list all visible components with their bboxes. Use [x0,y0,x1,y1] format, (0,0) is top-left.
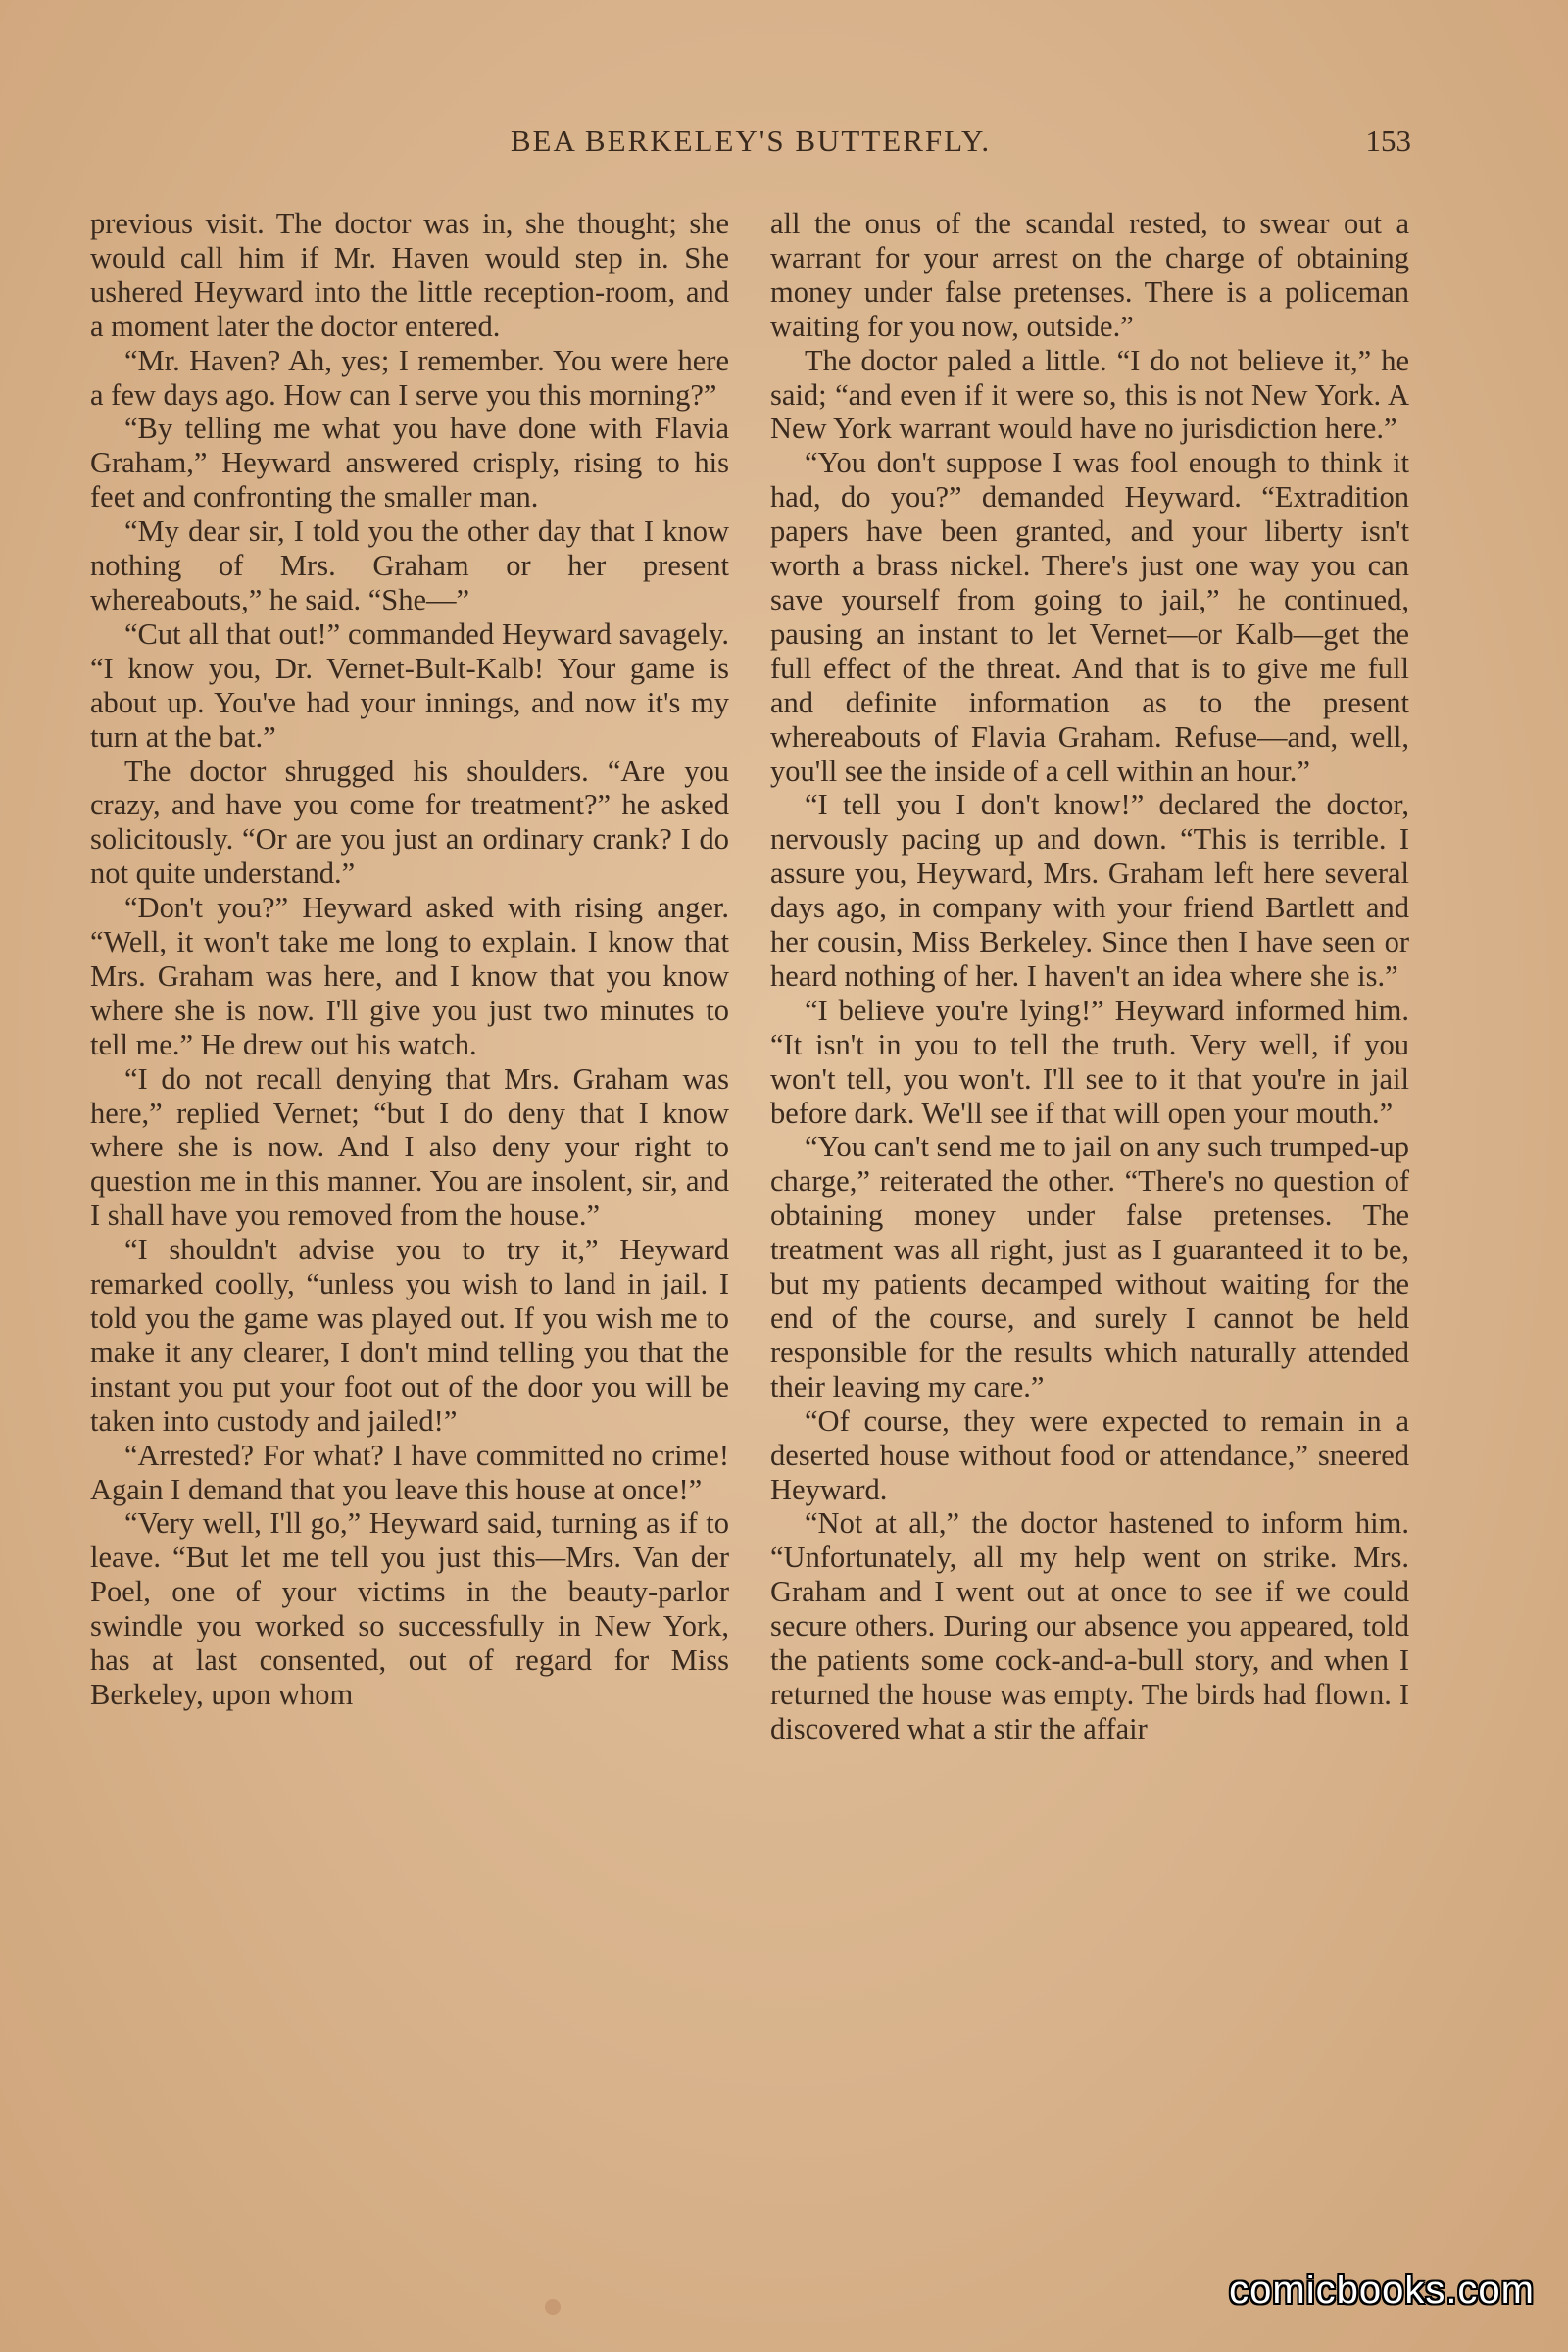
paragraph: “I tell you I don't know!” declared the doctor, nervously pacing up and down. “This is terrible. I assure you, Heyward, Mrs. Graham left here several days ago, in company with your friend Bartlett and her cousin, Miss Berkeley. Since then I have seen or heard nothing of her. I haven't an idea where she is.” [770,788,1409,993]
page-header [90,123,1411,172]
paragraph: “Of course, they were expected to remain in a deserted house without food or attendance,” sneered Heyward. [770,1403,1409,1506]
paragraph: “Cut all that out!” commanded Heyward savagely. “I know you, Dr. Vernet-Bult-Kalb! Your game is about up. You've had your innings, and now it's my turn at the bat.” [90,616,729,754]
paragraph: The doctor paled a little. “I do not believe it,” he said; “and even if it were so, this is not New York. A New York warrant would have no jurisdiction here.” [770,343,1409,446]
paragraph: “Not at all,” the doctor hastened to inform him. “Unfortunately, all my help went on strike. Mrs. Graham and I went out at once to see if we could secure others. During our absence you appeared, told the patients some cock-and-a-bull story, and when I returned the house was empty. The birds had flown. I discovered what a stir the affair [770,1506,1409,1745]
paragraph: all the onus of the scandal rested, to swear out a warrant for your arrest on the charge of obtaining money under false pretenses. There is a policeman waiting for you now, outside.” [770,207,1409,343]
paragraph: “Don't you?” Heyward asked with rising anger. “Well, it won't take me long to explain. I know that Mrs. Graham was here, and I know that you know where she is now. I'll give you just two minutes to tell me.” He drew out his watch. [90,891,729,1061]
left-column [90,207,729,1712]
paragraph: “You don't suppose I was fool enough to think it had, do you?” demanded Heyward. “Extradition papers have been granted, and your liberty isn't worth a brass nickel. There's just one way you can save yourself from going to jail,” he continued, pausing an instant to let Vernet—or Kalb—get the full effect of the threat. And that is to give me full and definite information as to the present whereabouts of Flavia Graham. Refuse—and, well, you'll see the inside of a cell within an hour.” [770,446,1409,788]
paragraph: “Very well, I'll go,” Heyward said, turning as if to leave. “But let me tell you just this—Mrs. Van der Poel, one of your victims in the beauty-parlor swindle you worked so successfully in New York, has at last consented, out of regard for Miss Berkeley, upon whom [90,1506,729,1711]
paragraph: previous visit. The doctor was in, she thought; she would call him if Mr. Haven would step in. She ushered Heyward into the little reception-room, and a moment later the doctor entered. [90,207,729,343]
paragraph: “You can't send me to jail on any such trumped-up charge,” reiterated the other. “There's no question of obtaining money under false pretenses. The treatment was all right, just as I guaranteed it to be, but my patients decamped without waiting for the end of the course, and surely I cannot be held responsible for the results which naturally attended their leaving my care.” [770,1130,1409,1403]
paragraph: “Mr. Haven? Ah, yes; I remember. You were here a few days ago. How can I serve you this morning?” [90,343,729,412]
paragraph: “Arrested? For what? I have committed no crime! Again I demand that you leave this house at once!” [90,1438,729,1506]
paper-blemish [545,2299,561,2315]
paragraph: “My dear sir, I told you the other day that I know nothing of Mrs. Graham or her present whereabouts,” he said. “She—” [90,514,729,616]
paragraph: “I believe you're lying!” Heyward informed him. “It isn't in you to tell the truth. Very well, if you won't tell, you won't. I'll see to it that you're in jail before dark. We'll see if that will open your mouth.” [770,993,1409,1130]
paragraph: The doctor shrugged his shoulders. “Are you crazy, and have you come for treatment?” he asked solicitously. “Or are you just an ordinary crank? I do not quite understand.” [90,754,729,891]
paragraph: “By telling me what you have done with Flavia Graham,” Heyward answered crisply, rising to his feet and confronting the smaller man. [90,412,729,514]
running-head: BEA BERKELEY'S BUTTERFLY. [510,123,992,158]
paragraph: “I shouldn't advise you to try it,” Heyward remarked coolly, “unless you wish to land in jail. I told you the game was played out. If you wish me to make it any clearer, I don't mind telling you that the instant you put your foot out of the door you will be taken into custody and jailed!” [90,1233,729,1438]
paragraph: “I do not recall denying that Mrs. Graham was here,” replied Vernet; “but I do deny that I know where she is now. And I also deny your right to question me in this manner. You are insolent, sir, and I shall have you removed from the house.” [90,1061,729,1233]
right-column [770,207,1409,1746]
site-watermark: comicbooks.com [1229,2269,1535,2312]
page-number: 153 [1365,123,1411,158]
